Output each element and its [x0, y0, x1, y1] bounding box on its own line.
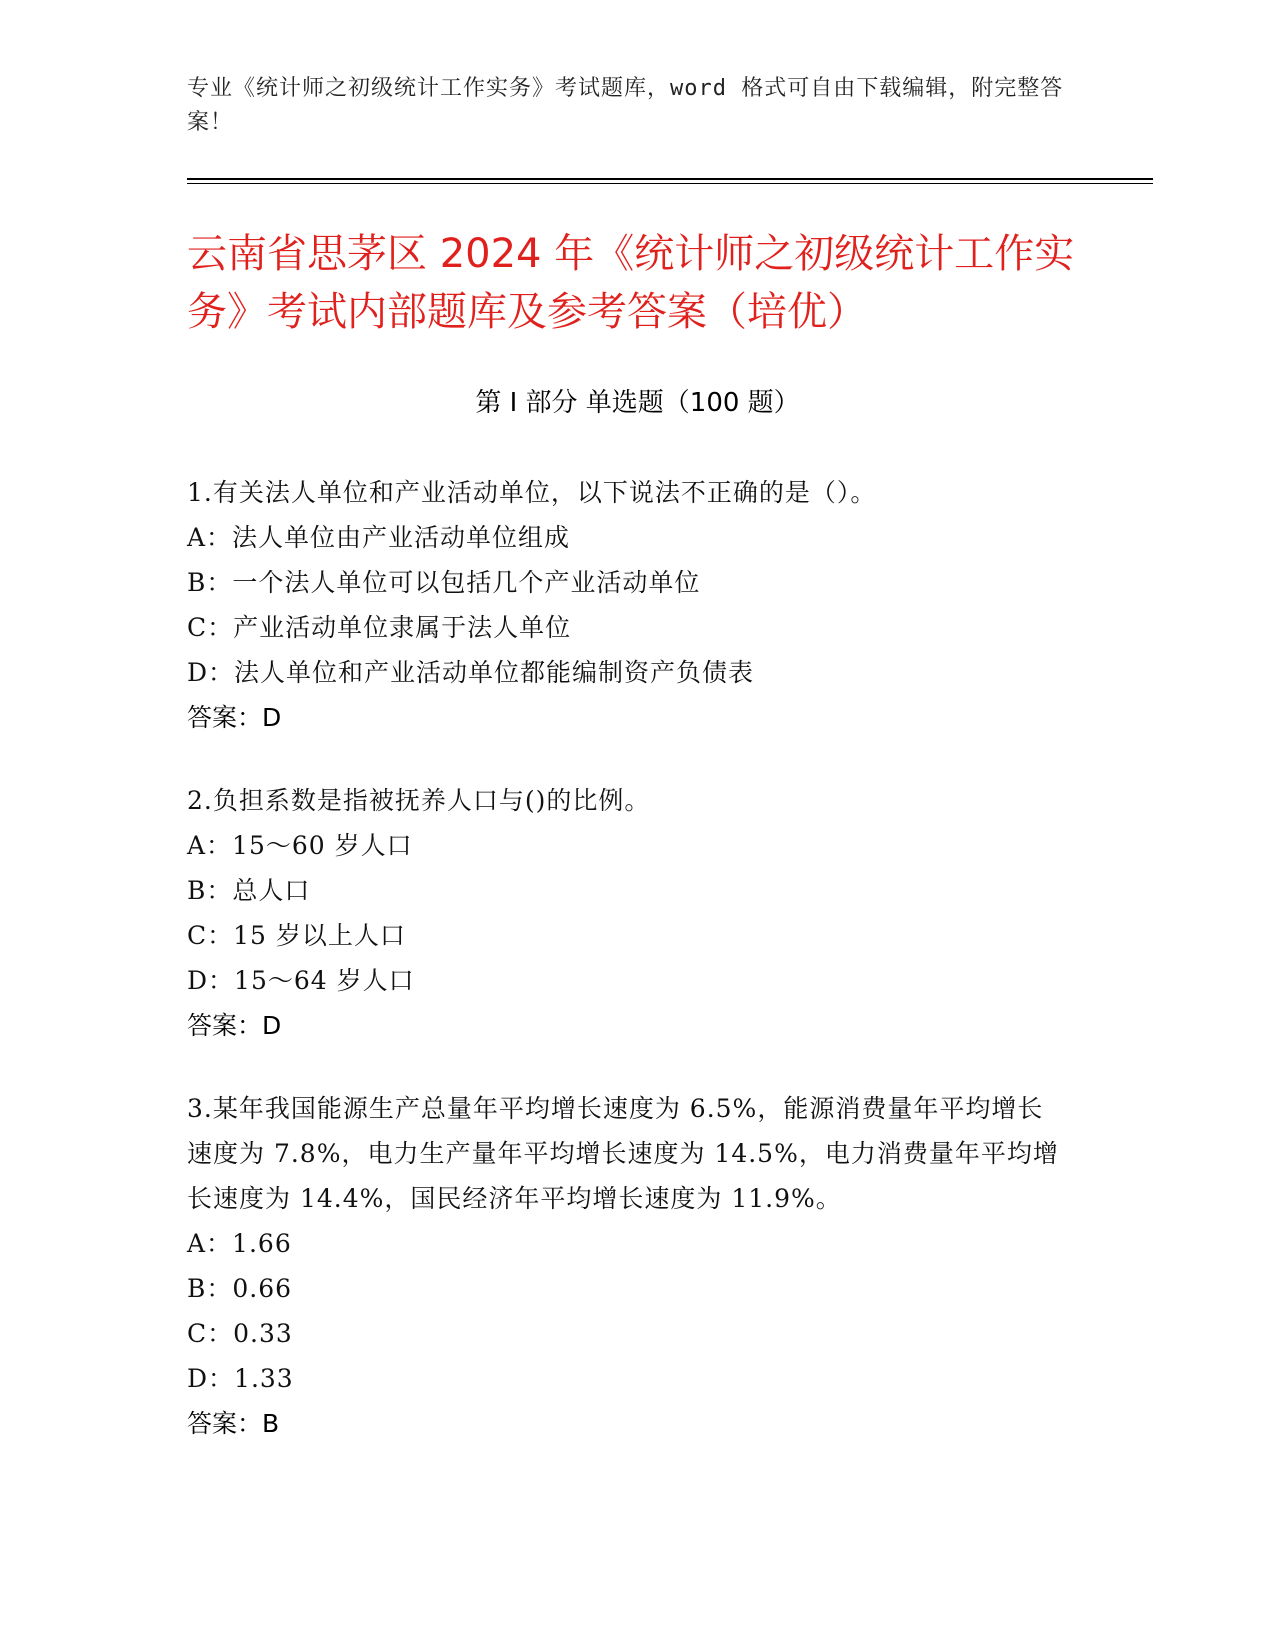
question-1 — [187, 470, 1067, 740]
option-a: A：15～60 岁人口 — [187, 831, 413, 860]
question-stem: 3.某年我国能源生产总量年平均增长速度为 6.5%，能源消费量年平均增长速度为 7.8%，电力生产量年平均增长速度为 14.5%，电力消费量年平均增长速度为 14.4%，国民经济年平均增长速度为 11.9%。 — [187, 1094, 1059, 1213]
option-c: C：15 岁以上人口 — [187, 921, 406, 950]
option-d: D：法人单位和产业活动单位都能编制资产负债表 — [187, 658, 755, 687]
section-heading: 第 I 部分 单选题（100 题） — [475, 388, 800, 418]
header-note: 专业《统计师之初级统计工作实务》考试题库，word 格式可自由下载编辑，附完整答案！ — [187, 76, 1064, 135]
header-rule-thin — [187, 183, 1153, 184]
option-d: D：15～64 岁人口 — [187, 966, 415, 995]
option-d: D：1.33 — [187, 1364, 294, 1393]
question-3 — [187, 1086, 1067, 1446]
answer: 答案：D — [187, 703, 282, 732]
question-stem: 1.有关法人单位和产业活动单位，以下说法不正确的是（）。 — [187, 478, 877, 507]
option-a: A：1.66 — [187, 1229, 292, 1258]
option-a: A：法人单位由产业活动单位组成 — [187, 523, 571, 552]
question-list — [187, 470, 1067, 1484]
option-b: B：总人口 — [187, 876, 311, 905]
answer: 答案：D — [187, 1011, 282, 1040]
question-2 — [187, 778, 1067, 1048]
option-c: C：0.33 — [187, 1319, 293, 1348]
option-c: C：产业活动单位隶属于法人单位 — [187, 613, 572, 642]
question-stem: 2.负担系数是指被抚养人口与()的比例。 — [187, 786, 651, 815]
option-b: B：一个法人单位可以包括几个产业活动单位 — [187, 568, 701, 597]
document-title: 云南省思茅区 2024 年《统计师之初级统计工作实务》考试内部题库及参考答案（培优） — [187, 231, 1075, 335]
option-b: B：0.66 — [187, 1274, 293, 1303]
answer: 答案：B — [187, 1409, 280, 1438]
header-rule-thick — [187, 178, 1153, 180]
